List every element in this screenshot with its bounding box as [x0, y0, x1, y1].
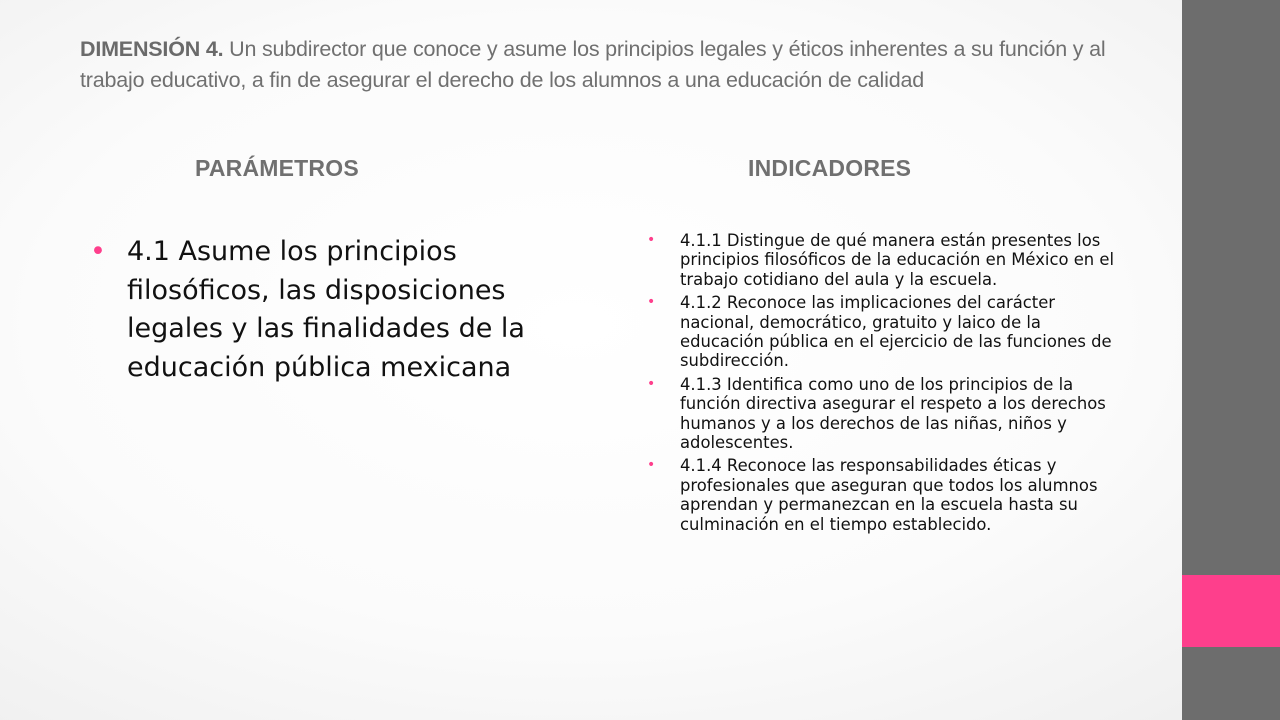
indicador-item: [647, 293, 1117, 371]
heading-parametros: PARÁMETROS: [195, 155, 359, 181]
title-dimension-label: DIMENSIÓN 4.: [80, 37, 224, 61]
parametros-list: [90, 233, 560, 387]
title-text: Un subdirector que conoce y asume los principios legales y éticos inherentes a su función y al trabajo educativo, a fin de asegurar el derecho de los alumnos a una educación de calidad: [80, 37, 1106, 92]
indicador-text: 4.1.4 Reconoce las responsabilidades éticas y profesionales que aseguran que todos los alumnos aprendan y permanezcan en la escuela hasta su culminación en el tiempo establecido.: [680, 456, 1098, 534]
indicador-text: 4.1.2 Reconoce las implicaciones del carácter nacional, democrático, gratuito y laico de la educación pública en el ejercicio de las funciones de subdirección.: [680, 293, 1112, 371]
bullet-icon: •: [647, 232, 656, 248]
indicador-item: [647, 375, 1117, 453]
indicador-text: 4.1.1 Distingue de qué manera están presentes los principios filosóficos de la educación en México en el trabajo cotidiano del aula y la escuela.: [680, 231, 1115, 289]
indicador-text: 4.1.3 Identifica como uno de los principios de la función directiva asegurar el respeto a los derechos humanos y a los derechos de las niñas, niños y adolescentes.: [680, 374, 1106, 453]
bullet-icon: •: [647, 457, 656, 474]
parametro-item: [90, 233, 560, 387]
side-accent-block: [1182, 575, 1280, 647]
slide-title: [80, 34, 1120, 96]
heading-indicadores: INDICADORES: [748, 155, 912, 181]
indicadores-list: [647, 231, 1117, 538]
indicador-item: [647, 231, 1117, 289]
bullet-icon: •: [90, 236, 106, 267]
parametro-text: 4.1 Asume los principios filosóficos, las disposiciones legales y las finalidades de la educación pública mexicana: [127, 236, 525, 383]
bullet-icon: •: [647, 375, 656, 392]
indicador-item: [647, 456, 1117, 534]
bullet-icon: •: [647, 294, 656, 311]
